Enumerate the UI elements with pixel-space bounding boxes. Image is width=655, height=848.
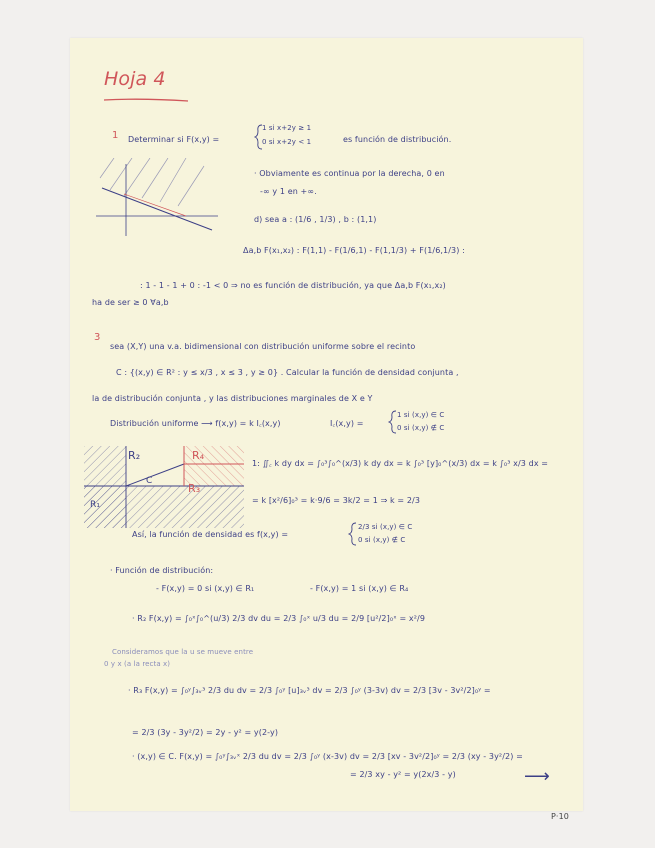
ex1-case-1: 1 si x+2y ≥ 1 [262, 124, 312, 132]
ex1-case-2: 0 si x+2y < 1 [262, 138, 312, 146]
ex1-statement-b: es función de distribución. [343, 135, 452, 144]
ex1-graph [94, 158, 224, 238]
consider-note-line-2: 0 y x (a la recta x) [104, 660, 171, 668]
region-label-r4: R₄ [192, 449, 205, 462]
ex3-line-2: C : {(x,y) ∈ R² : y ≤ x/3 , x ≤ 3 , y ≥ 0} . Calcular la función de densidad conjunta , [116, 368, 459, 377]
consider-note-line-1: Consideramos que la u se mueve entre [112, 648, 254, 656]
region-label-r2: R₂ [128, 449, 141, 462]
ex1-d-label: d) sea a : (1/6 , 1/3) , b : (1,1) [254, 215, 377, 224]
ex3-uniform-distribution: Distribución uniforme ⟶ f(x,y) = k I꜀(x,y) [110, 419, 281, 428]
ex1-result-line-2: ha de ser ≥ 0 ∀a,b [92, 298, 169, 307]
ex3-region-graph [84, 446, 244, 528]
continue-arrow: ⟶ [524, 766, 550, 787]
region-label-r3: R₃ [188, 482, 201, 495]
title-underline [102, 96, 192, 104]
ex1-statement-a: Determinar si F(x,y) = [128, 135, 220, 144]
ex3-line-1: sea (X,Y) una v.a. bidimensional con distribución uniforme sobre el recinto [110, 342, 416, 351]
ex3-integral-line-1: 1: ∬꜀ k dy dx = ∫₀³∫₀^(x/3) k dy dx = k ∫₀³ [y]₀^(x/3) dx = k ∫₀³ x/3 dx = [252, 459, 549, 468]
ex3-density-label: Así, la función de densidad es f(x,y) = [132, 530, 289, 539]
ex1-obviously-line-1: · Obviamente es continua por la derecha, 0 en [254, 169, 445, 178]
indicator-case-1: 1 si (x,y) ∈ C [397, 411, 445, 419]
page-title: Hoja 4 [104, 68, 166, 90]
ex1-result-line-1: : 1 - 1 - 1 + 0 : -1 < 0 ⇒ no es función de distribución, ya que Δa,b F(x₁,x₂) [140, 281, 446, 290]
region-label-r1: R₁ [90, 500, 101, 510]
distribution-function-title: · Función de distribución: [110, 566, 214, 575]
indicator-case-2: 0 si (x,y) ∉ C [397, 424, 445, 432]
page-number: P·10 [551, 812, 569, 821]
ex3-indicator-label: I꜀(x,y) = [330, 419, 364, 428]
region-c-formula-line-1: · (x,y) ∈ C. F(x,y) = ∫₀ʸ∫₃ᵥˣ 2/3 du dv = 2/3 ∫₀ʸ (x-3v) dv = 2/3 [xv - 3v²/2]₀ʸ = 2/3 (xy - 3y²/2) = [132, 752, 523, 761]
density-case-1: 2/3 si (x,y) ∈ C [358, 523, 413, 531]
exercise-1-number: 1 [112, 130, 119, 141]
region-r4-value: - F(x,y) = 1 si (x,y) ∈ R₄ [310, 584, 409, 593]
density-brace [348, 522, 358, 546]
region-r1-value: - F(x,y) = 0 si (x,y) ∈ R₁ [156, 584, 255, 593]
region-label-c: C [146, 476, 153, 486]
region-r3-formula-line-1: · R₃ F(x,y) = ∫₀ʸ∫₃ᵥ³ 2/3 du dv = 2/3 ∫₀ʸ [u]₃ᵥ³ dv = 2/3 ∫₀ʸ (3-3v) dv = 2/3 [3v - 3v²/2]₀ʸ = [128, 686, 491, 695]
region-c-formula-line-2: = 2/3 xy - y² = y(2x/3 - y) [350, 770, 456, 779]
region-r3-formula-line-2: = 2/3 (3y - 3y²/2) = 2y - y² = y(2-y) [132, 728, 279, 737]
ex1-delta-expression: Δa,b F(x₁,x₂) : F(1,1) - F(1/6,1) - F(1,1/3) + F(1/6,1/3) : [243, 246, 465, 255]
ex3-integral-line-2: = k [x²/6]₀³ = k·9/6 = 3k/2 = 1 ⇒ k = 2/3 [252, 496, 421, 505]
ex3-line-3: la de distribución conjunta , y las distribuciones marginales de X e Y [92, 394, 373, 403]
density-case-2: 0 si (x,y) ∉ C [358, 536, 406, 544]
region-r2-formula: · R₂ F(x,y) = ∫₀ˣ∫₀^(u/3) 2/3 dv du = 2/3 ∫₀ˣ u/3 du = 2/9 [u²/2]₀ˣ = x²/9 [132, 614, 426, 623]
exercise-3-number: 3 [94, 332, 101, 343]
ex1-obviously-line-2: -∞ y 1 en +∞. [260, 187, 317, 196]
